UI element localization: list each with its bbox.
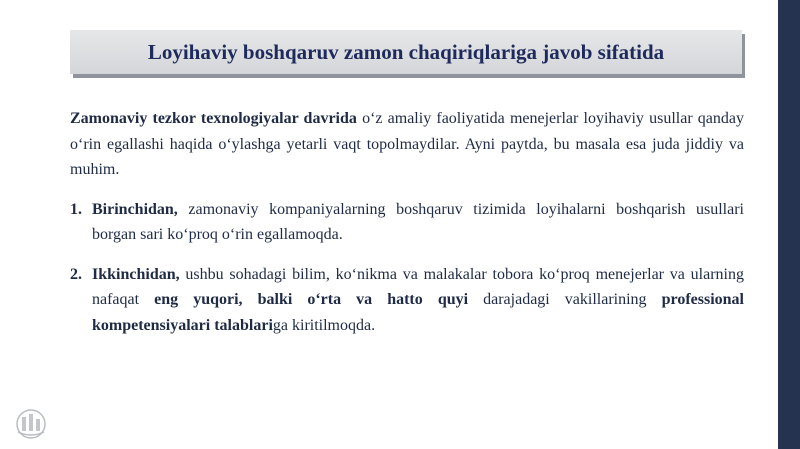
slide-title: Loyihaviy boshqaruv zamon chaqiriqlariga javob sifatida bbox=[147, 39, 665, 64]
intro-text: o‘z amaliy faoliyatida menejerlar loyihaviy usullar qanday o‘rin egallashi haqida o‘ylashga yetarli vaqt topolmaydilar. Ayni paytda, bu masala esa juda jiddiy va muhim. bbox=[70, 110, 745, 178]
intro-paragraph bbox=[70, 106, 744, 183]
intro-bold-lead: Zamonaviy tezkor texnologiyalar davrida bbox=[70, 110, 357, 127]
item-bold-lead: Birinchidan, bbox=[92, 200, 178, 218]
list-number: 1. bbox=[70, 200, 82, 218]
title-banner bbox=[70, 30, 742, 74]
list-number: 2. bbox=[70, 265, 82, 283]
slide-body bbox=[70, 106, 744, 352]
watermark-logo-icon bbox=[12, 408, 50, 440]
item-text: ga kiritilmoqda. bbox=[272, 316, 376, 334]
numbered-list bbox=[70, 197, 744, 339]
item-text: zamonaviy kompaniyalarning boshqaruv tizimida loyihalarni boshqarish usullari borgan sari ko‘proq o‘rin egallamoqda. bbox=[92, 200, 744, 243]
item-text: darajadagi vakillarining bbox=[468, 291, 662, 308]
right-side-bar bbox=[778, 0, 800, 449]
item-bold-lead: Ikkinchidan, bbox=[92, 265, 180, 283]
item-bold-mid: eng yuqori, balki o‘rta va hatto quyi bbox=[154, 291, 469, 308]
list-item bbox=[70, 262, 744, 339]
item-text: ushbu sohadagi bilim, ko‘nikma va malakalar tobora ko‘proq menejerlar va ularning nafaqat bbox=[92, 265, 744, 308]
item-bold-end: professional kompetensiyalari talablari bbox=[92, 291, 744, 334]
list-item bbox=[70, 197, 744, 248]
